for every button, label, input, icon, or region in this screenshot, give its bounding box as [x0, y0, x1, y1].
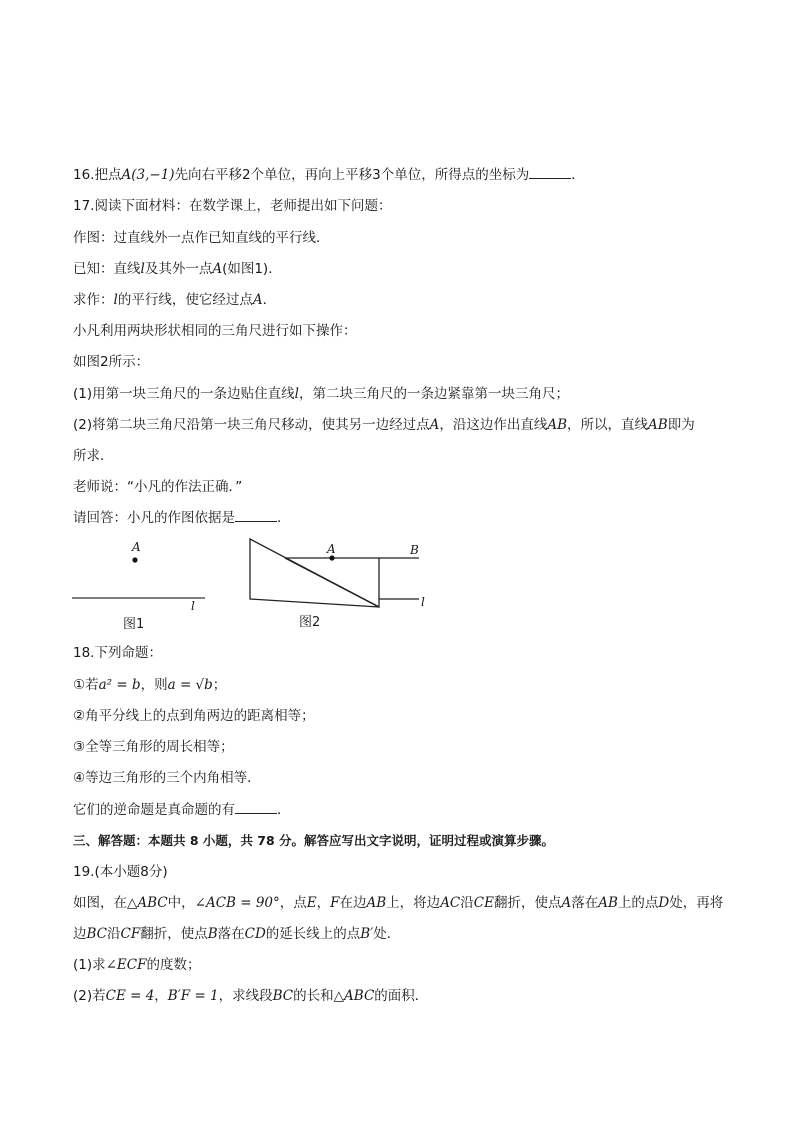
given-text: 已知：直线	[73, 261, 141, 277]
q19-text: 如图，在	[73, 895, 127, 911]
q18-item-4: ④等边三角形的三个内角相等．	[73, 770, 261, 786]
q16-end: ．	[571, 167, 585, 183]
item1-text: ①若	[73, 677, 99, 693]
figure-1-caption: 图1	[123, 617, 145, 632]
math-expr: B′F = 1	[167, 988, 219, 1004]
construct-text: 求作：	[73, 292, 114, 308]
q19-title: 19.(本小题8分)	[73, 864, 168, 880]
math-expr: AC	[440, 895, 461, 911]
q19-text: 的延长线上的点	[265, 926, 361, 942]
math-expr: a = √b	[167, 677, 213, 693]
q19-text: 的度数；	[146, 957, 201, 973]
var-l: l	[113, 292, 118, 308]
item1-text3: ；	[212, 677, 227, 693]
var-ab: AB	[547, 417, 568, 433]
construct-text2: 的平行线，使它经过点	[117, 292, 253, 308]
answer-blank[interactable]	[529, 165, 571, 179]
triangle-ruler-2	[285, 558, 379, 607]
var-l: l	[140, 261, 145, 277]
q19-text: 落在	[571, 895, 599, 911]
q19-line-1	[73, 893, 723, 913]
q16-text: 16.把点	[73, 167, 122, 183]
q19-text: 在边	[339, 895, 367, 911]
q19-line-2	[73, 924, 400, 944]
construct-text3: ．	[262, 292, 277, 308]
question-text: 它们的逆命题是真命题的有	[73, 802, 235, 818]
step2-text3: ，所以，直线	[567, 417, 649, 433]
q18-title: 18.下列命题：	[73, 645, 162, 661]
label-a: A	[132, 540, 141, 554]
step2-text4: 即为	[667, 417, 695, 433]
q19-text: 翻折，使点	[140, 926, 208, 942]
step2-text2: ，沿这边作出直线	[439, 417, 548, 433]
q17-step1	[73, 384, 569, 404]
step1-text2: ，第二块三角尺的一条边紧靠第一块三角尺；	[298, 386, 569, 402]
q17-given	[73, 259, 282, 279]
math-expr: CE	[473, 895, 494, 911]
q18-item-1	[73, 675, 226, 695]
q19-text: 翻折，使点	[493, 895, 562, 911]
q19-text: 落在	[217, 926, 245, 942]
figure-1	[70, 540, 220, 632]
q17-intro: 17.阅读下面材料：在数学课上，老师提出如下问题：	[73, 198, 392, 214]
q16-line	[73, 165, 585, 185]
q16-point: A(3,−1)	[121, 167, 175, 183]
question-end: ．	[277, 802, 291, 818]
given-text2: 及其外一点	[144, 261, 213, 277]
q19-text: 处．	[373, 926, 401, 942]
given-text3: (如图1)．	[222, 261, 282, 277]
answer-blank[interactable]	[235, 508, 277, 522]
q19-text: 的面积．	[374, 988, 429, 1004]
math-expr: ∠ACB = 90°	[194, 895, 280, 911]
question-end: ．	[277, 510, 291, 526]
q17-op-intro: 小凡利用两块形状相同的三角尺进行如下操作：	[73, 323, 357, 339]
var-a: A	[429, 417, 440, 433]
figure-1-drawing	[70, 540, 220, 620]
math-expr: F	[330, 895, 340, 911]
question-text: 请回答：小凡的作图依据是	[73, 510, 235, 526]
section-3-heading: 三、解答题：本题共 8 小题，共 78 分。解答应写出文字说明，证明过程或演算步骤。	[73, 833, 555, 848]
q19-text: 处，再将	[669, 895, 724, 911]
var-a: A	[212, 261, 223, 277]
q17-question	[73, 508, 291, 528]
math-expr: A	[561, 895, 572, 911]
q19-text: (2)若	[73, 988, 106, 1004]
q18-item-2: ②角平分线上的点到角两边的距离相等；	[73, 708, 315, 724]
q19-part-1	[73, 955, 201, 975]
var-l: l	[294, 386, 299, 402]
math-expr: CD	[244, 926, 266, 942]
q17-task: 作图：过直线外一点作已知直线的平行线．	[73, 230, 330, 246]
step1-text: (1)用第一块三角尺的一条边贴住直线	[73, 386, 295, 402]
point-a-dot	[132, 557, 137, 562]
figure-2	[245, 535, 435, 630]
math-expr: B′	[360, 926, 374, 942]
label-l: l	[191, 599, 195, 613]
math-expr: BC	[272, 988, 294, 1004]
label-b: B	[410, 543, 419, 557]
math-expr: CE = 4	[105, 988, 155, 1004]
q17-teacher: 老师说：“小凡的作法正确．”	[73, 479, 243, 495]
q19-text: ，求线段	[218, 988, 273, 1004]
math-expr: E	[306, 895, 317, 911]
q18-item-3: ③全等三角形的周长相等；	[73, 739, 234, 755]
var-a: A	[252, 292, 263, 308]
q19-text: 上，将边	[386, 895, 441, 911]
step2-text: (2)将第二块三角尺沿第一块三角尺移动，使其另一边经过点	[73, 417, 430, 433]
q17-step2-cont: 所求．	[73, 448, 114, 464]
q19-text: ，点	[279, 895, 307, 911]
q19-text: 中，	[167, 895, 195, 911]
q17-construct	[73, 290, 276, 310]
math-expr: △ABC	[127, 895, 168, 911]
q18-question	[73, 800, 291, 820]
math-expr: a² = b	[98, 677, 141, 693]
q17-fig-ref: 如图2所示：	[73, 354, 150, 370]
point-a-dot	[329, 555, 334, 560]
math-expr: BC	[86, 926, 108, 942]
q19-text: 边	[73, 926, 87, 942]
label-l: l	[421, 595, 425, 609]
q17-step2	[73, 415, 695, 435]
label-a: A	[327, 542, 336, 556]
answer-blank[interactable]	[235, 800, 277, 814]
q19-text: ，	[316, 895, 331, 911]
math-expr: △ABC	[333, 988, 375, 1004]
math-expr: ∠ECF	[105, 957, 147, 973]
q16-text2: 先向右平移2个单位，再向上平移3个单位，所得点的坐标为	[174, 167, 530, 183]
q19-part-2	[73, 986, 428, 1006]
math-expr: AB	[598, 895, 618, 911]
var-ab: AB	[648, 417, 668, 433]
q19-text: 上的点	[617, 895, 659, 911]
q19-text: ，	[154, 988, 168, 1004]
math-expr: B	[207, 926, 218, 942]
q19-text: 沿	[107, 926, 121, 942]
math-expr: CF	[120, 926, 141, 942]
q19-text: 的长和	[293, 988, 334, 1004]
q19-text: 沿	[460, 895, 474, 911]
math-expr: D	[658, 895, 670, 911]
q19-text: (1)求	[73, 957, 106, 973]
math-expr: AB	[366, 895, 387, 911]
item1-text2: ，则	[140, 677, 168, 693]
figure-2-drawing	[245, 535, 435, 615]
figure-2-caption: 图2	[299, 615, 321, 630]
